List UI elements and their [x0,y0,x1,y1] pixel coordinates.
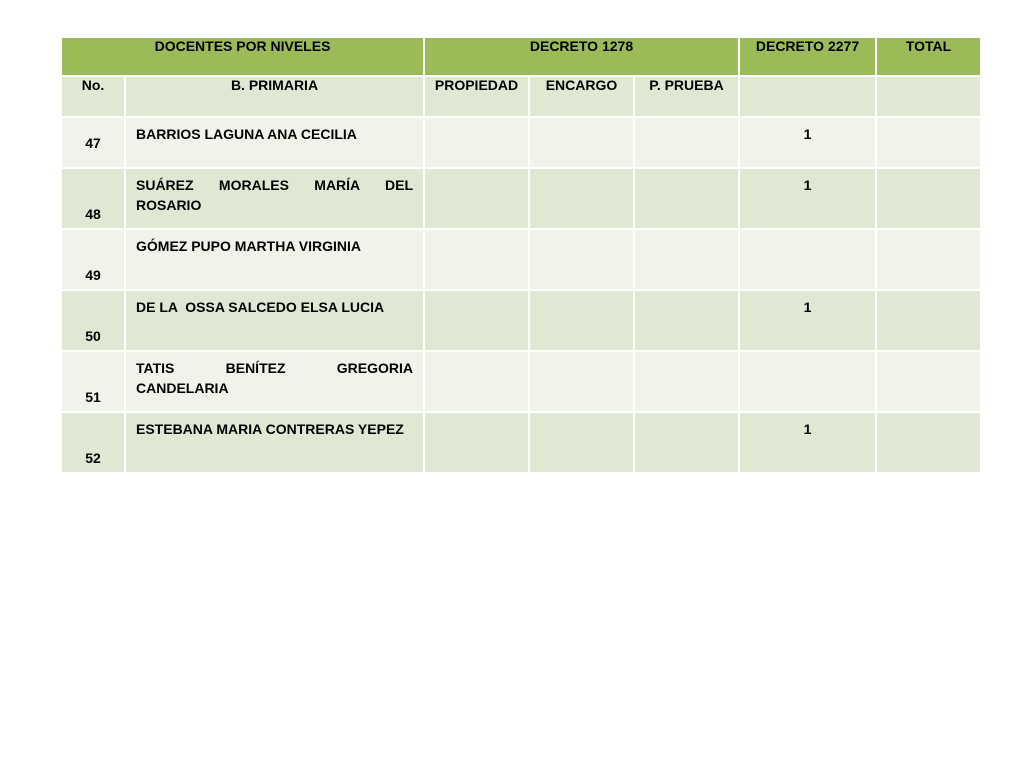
subheader-encargo: ENCARGO [529,76,634,117]
subheader-decreto-2277 [739,76,876,117]
decreto-2277-cell: 1 [739,412,876,473]
subheader-propiedad: PROPIEDAD [424,76,529,117]
subheader-p-prueba: P. PRUEBA [634,76,739,117]
decreto-2277-cell: 1 [739,290,876,351]
total-cell [876,229,981,290]
row-number: 47 [61,117,125,168]
total-cell [876,412,981,473]
propiedad-cell [424,168,529,229]
row-number: 51 [61,351,125,412]
total-cell [876,117,981,168]
encargo-cell [529,290,634,351]
propiedad-cell [424,290,529,351]
table-row [61,290,981,351]
p-prueba-cell [634,117,739,168]
total-cell [876,351,981,412]
subheader-no: No. [61,76,125,117]
teacher-name: DE LA OSSA SALCEDO ELSA LUCIA [125,290,424,351]
encargo-cell [529,229,634,290]
decreto-2277-cell [739,351,876,412]
subheader-level: B. PRIMARIA [125,76,424,117]
table-row [61,229,981,290]
row-number: 48 [61,168,125,229]
propiedad-cell [424,412,529,473]
encargo-cell [529,168,634,229]
teachers-table [60,36,982,474]
decreto-2277-cell [739,229,876,290]
row-number: 52 [61,412,125,473]
teacher-name: TATIS BENÍTEZ GREGORIA CANDELARIA [125,351,424,412]
p-prueba-cell [634,229,739,290]
encargo-cell [529,117,634,168]
decreto-2277-cell: 1 [739,117,876,168]
propiedad-cell [424,229,529,290]
teacher-name: SUÁREZ MORALES MARÍA DEL ROSARIO [125,168,424,229]
total-cell [876,290,981,351]
p-prueba-cell [634,290,739,351]
table-row [61,168,981,229]
header-docentes-por-niveles: DOCENTES POR NIVELES [61,37,424,76]
p-prueba-cell [634,412,739,473]
table-row [61,412,981,473]
table-header-row [61,37,981,76]
row-number: 49 [61,229,125,290]
total-cell [876,168,981,229]
p-prueba-cell [634,351,739,412]
table-row [61,117,981,168]
propiedad-cell [424,351,529,412]
header-decreto-2277: DECRETO 2277 [739,37,876,76]
decreto-2277-cell: 1 [739,168,876,229]
table-subheader-row [61,76,981,117]
encargo-cell [529,412,634,473]
teacher-name: ESTEBANA MARIA CONTRERAS YEPEZ [125,412,424,473]
header-total: TOTAL [876,37,981,76]
teacher-name: BARRIOS LAGUNA ANA CECILIA [125,117,424,168]
subheader-total [876,76,981,117]
table-row [61,351,981,412]
teacher-name: GÓMEZ PUPO MARTHA VIRGINIA [125,229,424,290]
row-number: 50 [61,290,125,351]
p-prueba-cell [634,168,739,229]
encargo-cell [529,351,634,412]
header-decreto-1278: DECRETO 1278 [424,37,739,76]
propiedad-cell [424,117,529,168]
